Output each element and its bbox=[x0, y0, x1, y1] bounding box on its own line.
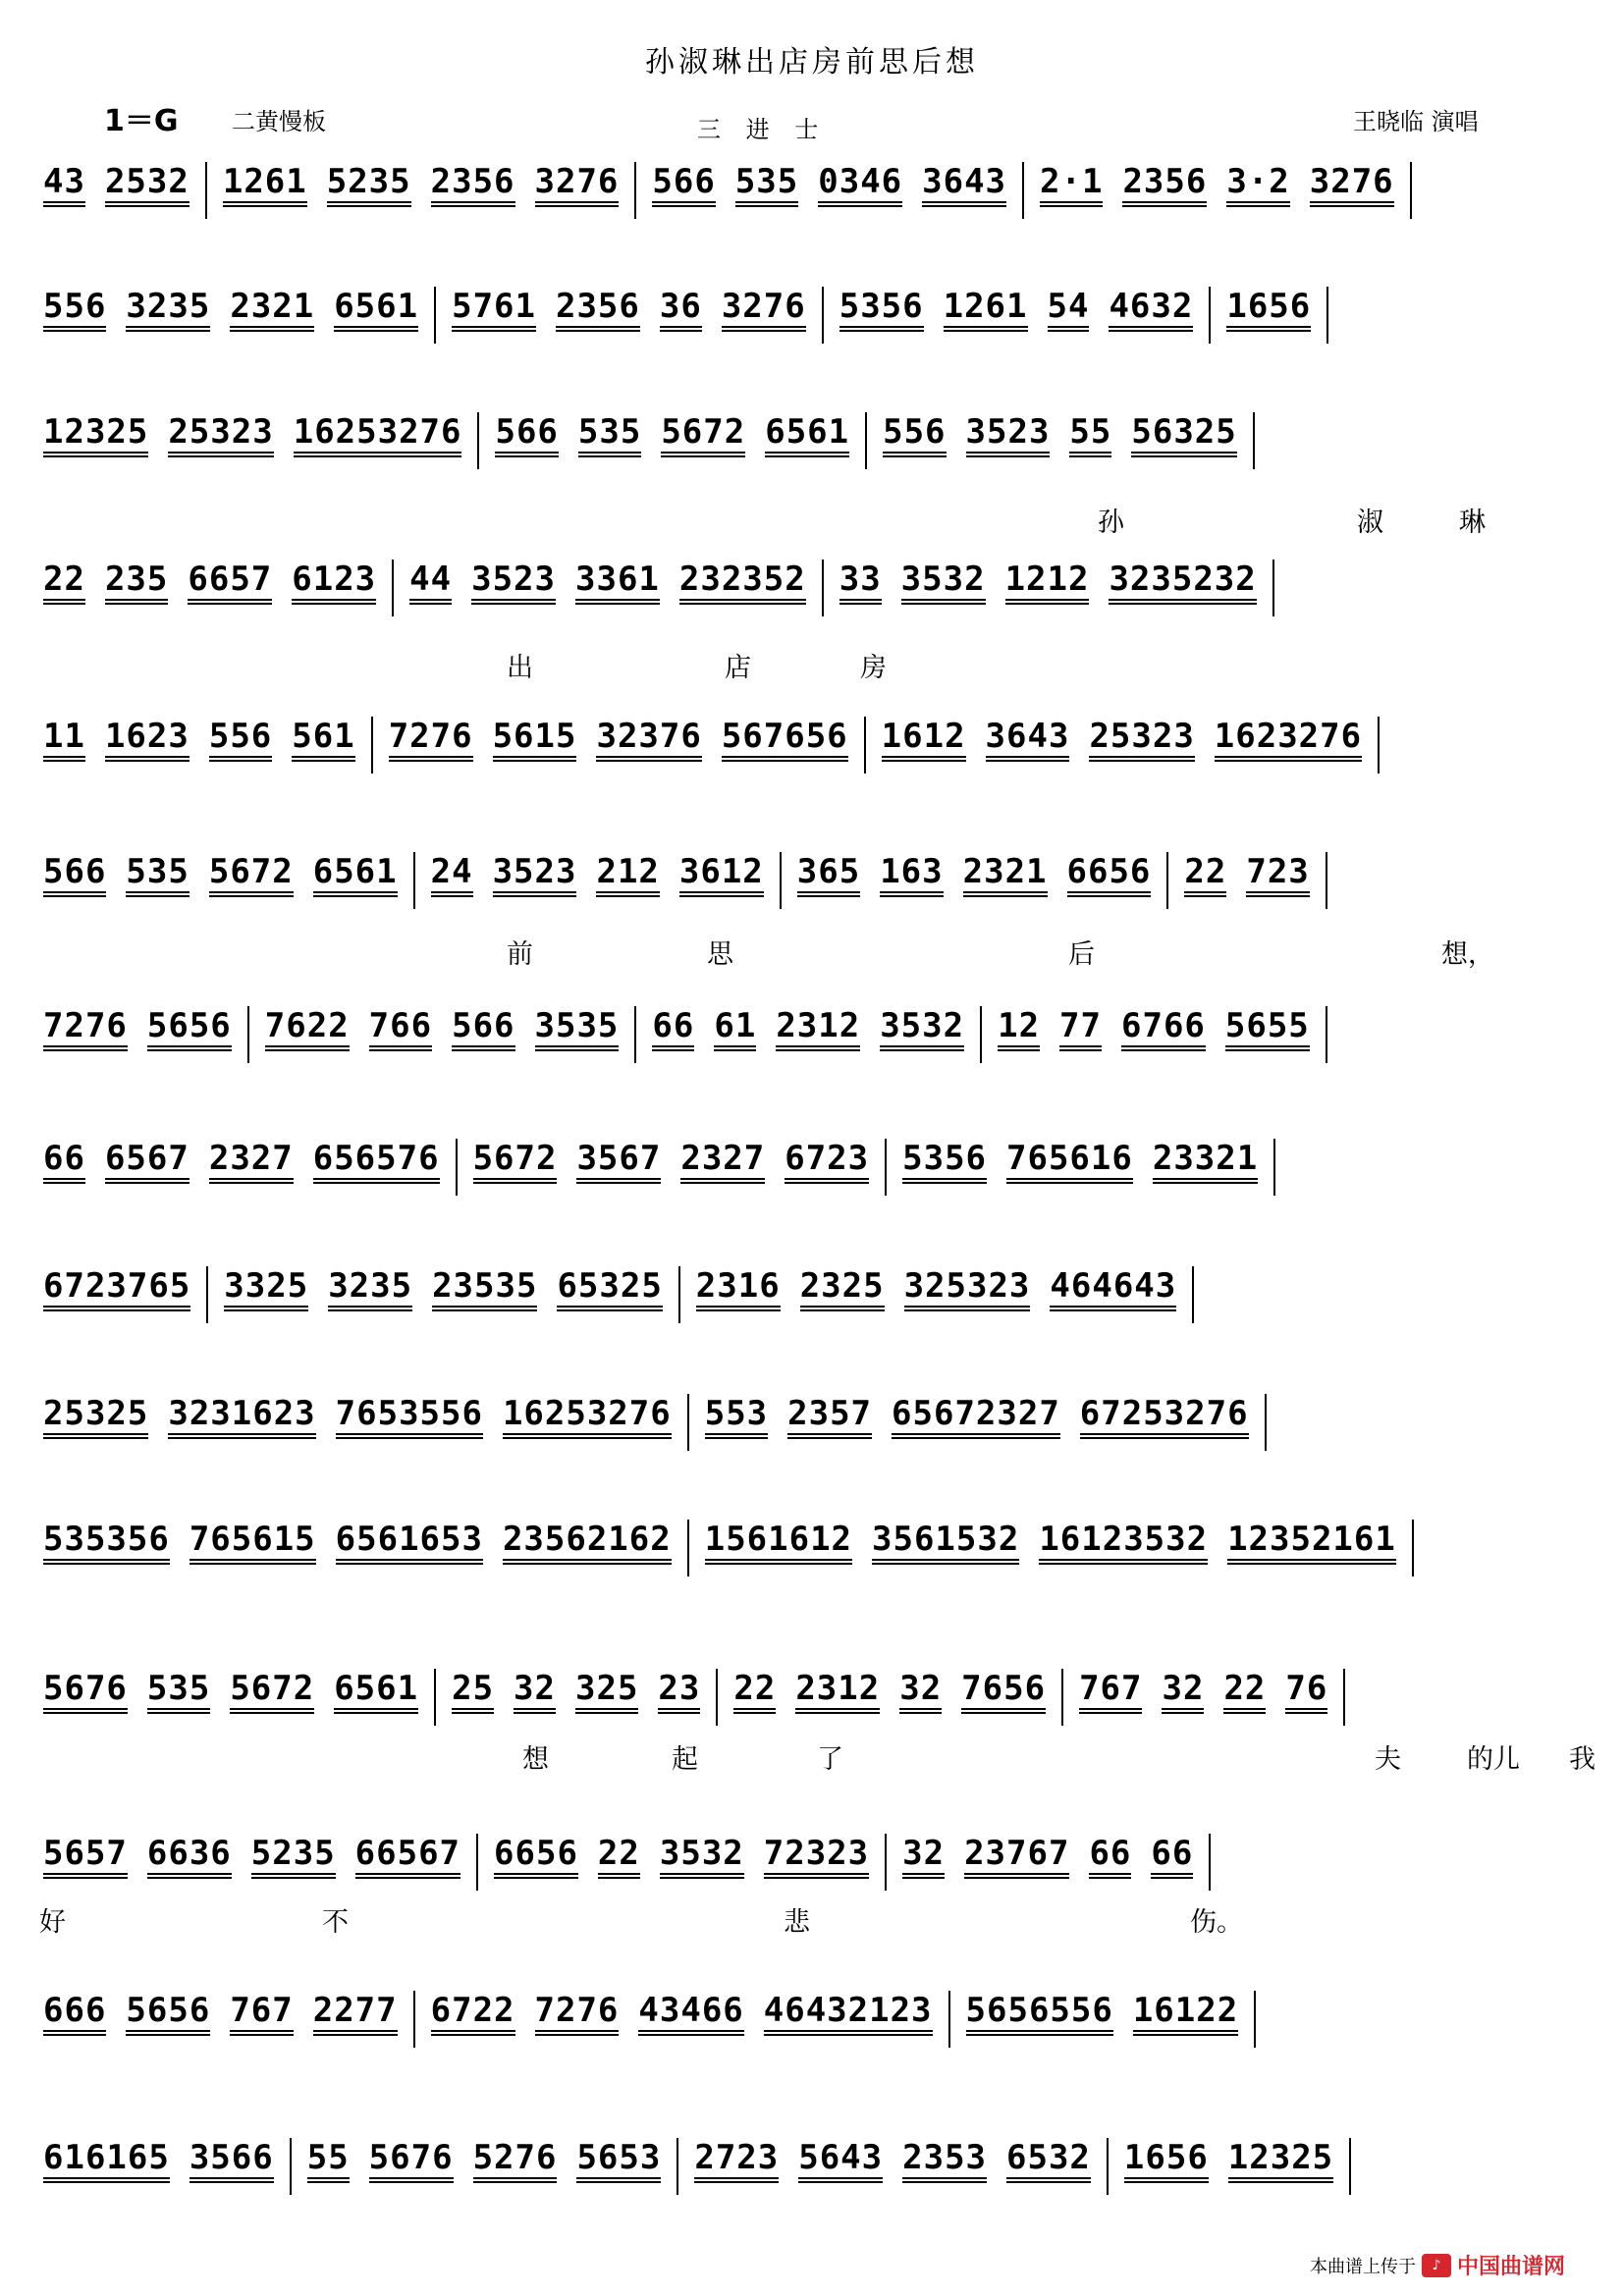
note-group: 6561 bbox=[334, 1669, 418, 1714]
notation-row bbox=[27, 1394, 1598, 1453]
mode-label: 二黄慢板 bbox=[232, 108, 326, 135]
note-group: 5672 bbox=[473, 1139, 558, 1184]
note-group: 3643 bbox=[922, 162, 1006, 207]
note-group: 32376 bbox=[596, 717, 701, 762]
note-group: 6656 bbox=[494, 1834, 578, 1879]
note-group: 61 bbox=[714, 1006, 756, 1051]
lyric-char: 想 bbox=[522, 1744, 549, 1775]
note-group: 0346 bbox=[818, 162, 902, 207]
note-group: 25 bbox=[452, 1669, 494, 1714]
lyric-char: 淑 bbox=[1357, 507, 1383, 538]
lyric-char: 出 bbox=[507, 653, 533, 683]
note-group: 566 bbox=[495, 412, 558, 457]
note-group: 5356 bbox=[839, 287, 924, 332]
measure bbox=[27, 1669, 436, 1726]
note-group: 12325 bbox=[43, 412, 148, 457]
note-group: 16122 bbox=[1133, 1991, 1238, 2036]
note-group: 6766 bbox=[1121, 1006, 1206, 1051]
note-group: 43 bbox=[43, 162, 85, 207]
note-group: 65672327 bbox=[892, 1394, 1060, 1439]
note-group: 25323 bbox=[1089, 717, 1194, 762]
note-group: 3276 bbox=[1310, 162, 1394, 207]
notation-row bbox=[27, 287, 1598, 346]
note-group: 7276 bbox=[389, 717, 473, 762]
notation-row bbox=[27, 1669, 1598, 1728]
note-group: 6723 bbox=[785, 1139, 869, 1184]
note-group: 66 bbox=[652, 1006, 694, 1051]
note-group: 3235 bbox=[328, 1266, 412, 1311]
note-group: 2277 bbox=[313, 1991, 398, 2036]
note-group: 7653556 bbox=[336, 1394, 483, 1439]
lyric-char: 前 bbox=[507, 939, 533, 970]
measure bbox=[982, 1006, 1327, 1063]
lyric-char: 好 bbox=[39, 1907, 66, 1938]
note-group: 2321 bbox=[230, 287, 314, 332]
note-group: 556 bbox=[883, 412, 946, 457]
note-group: 66567 bbox=[355, 1834, 460, 1879]
note-group: 2356 bbox=[556, 287, 640, 332]
note-group: 765615 bbox=[189, 1520, 316, 1565]
note-group: 325323 bbox=[904, 1266, 1031, 1311]
note-group: 767 bbox=[230, 1991, 293, 2036]
measure bbox=[27, 1991, 415, 2048]
note-group: 16253276 bbox=[503, 1394, 672, 1439]
note-group: 212 bbox=[596, 852, 659, 897]
note-group: 656576 bbox=[313, 1139, 440, 1184]
lyric-char: 店 bbox=[725, 653, 751, 683]
measure bbox=[27, 852, 415, 909]
note-group: 66 bbox=[43, 1139, 85, 1184]
lyric-char: 起 bbox=[672, 1744, 698, 1775]
note-group: 72323 bbox=[764, 1834, 869, 1879]
note-group: 1561612 bbox=[705, 1520, 852, 1565]
note-group: 3235232 bbox=[1109, 560, 1256, 605]
measure bbox=[27, 412, 479, 469]
note-group: 4632 bbox=[1109, 287, 1193, 332]
measure bbox=[1024, 162, 1412, 219]
measure bbox=[27, 717, 373, 774]
note-group: 7622 bbox=[265, 1006, 350, 1051]
note-group: 5676 bbox=[43, 1669, 128, 1714]
lyric-char: 悲 bbox=[784, 1907, 810, 1938]
note-group: 5657 bbox=[43, 1834, 128, 1879]
note-group: 5761 bbox=[452, 287, 536, 332]
note-group: 2316 bbox=[696, 1266, 781, 1311]
note-group: 6123 bbox=[292, 560, 376, 605]
measure bbox=[373, 717, 866, 774]
note-group: 6656 bbox=[1067, 852, 1152, 897]
note-group: 535 bbox=[126, 852, 189, 897]
note-group: 1656 bbox=[1124, 2138, 1209, 2183]
note-group: 22 bbox=[1223, 1669, 1266, 1714]
note-group: 7276 bbox=[43, 1006, 128, 1051]
note-group: 66 bbox=[1151, 1834, 1193, 1879]
note-group: 5643 bbox=[798, 2138, 883, 2183]
measure bbox=[950, 1991, 1257, 2048]
notation-row bbox=[27, 852, 1598, 911]
measure bbox=[824, 287, 1212, 344]
note-group: 566 bbox=[652, 162, 715, 207]
measure bbox=[27, 1266, 208, 1323]
notation-row bbox=[27, 1520, 1598, 1578]
lyrics-line-4 bbox=[0, 1737, 1624, 1773]
note-group: 2723 bbox=[694, 2138, 779, 2183]
note-group: 6561 bbox=[765, 412, 849, 457]
lyrics-line-2 bbox=[0, 646, 1624, 681]
lyric-char: 伤。 bbox=[1190, 1907, 1243, 1938]
note-group: 2312 bbox=[776, 1006, 860, 1051]
note-group: 6561653 bbox=[336, 1520, 483, 1565]
note-group: 5655 bbox=[1225, 1006, 1310, 1051]
note-group: 3523 bbox=[493, 852, 577, 897]
site-logo-icon: ♪ bbox=[1422, 2254, 1451, 2277]
note-group: 54 bbox=[1048, 287, 1090, 332]
measure bbox=[436, 1669, 718, 1726]
note-group: 32 bbox=[514, 1669, 556, 1714]
notation-row bbox=[27, 1991, 1598, 2050]
note-group: 232352 bbox=[679, 560, 806, 605]
measure bbox=[27, 287, 436, 344]
note-group: 464643 bbox=[1050, 1266, 1176, 1311]
measure bbox=[394, 560, 824, 616]
note-group: 33 bbox=[839, 560, 882, 605]
note-group: 22 bbox=[43, 560, 85, 605]
notation-row bbox=[27, 1266, 1598, 1325]
note-group: 1261 bbox=[944, 287, 1028, 332]
lyrics-line-1 bbox=[0, 501, 1624, 536]
note-group: 67253276 bbox=[1080, 1394, 1249, 1439]
measure bbox=[27, 162, 207, 219]
note-group: 561 bbox=[292, 717, 354, 762]
performer-credit: 王晓临 演唱 bbox=[1353, 108, 1479, 135]
measure bbox=[27, 1006, 249, 1063]
note-group: 5653 bbox=[576, 2138, 661, 2183]
note-group: 5276 bbox=[473, 2138, 558, 2183]
lyric-char: 思 bbox=[707, 939, 733, 970]
measure bbox=[27, 1834, 478, 1891]
note-group: 556 bbox=[209, 717, 272, 762]
lyrics-line-5 bbox=[0, 1900, 1624, 1936]
note-group: 3643 bbox=[986, 717, 1070, 762]
measure bbox=[689, 1520, 1414, 1576]
note-group: 22 bbox=[1184, 852, 1226, 897]
notation-row bbox=[27, 1834, 1598, 1893]
measure bbox=[436, 287, 824, 344]
note-group: 1623276 bbox=[1215, 717, 1362, 762]
note-group: 1612 bbox=[882, 717, 966, 762]
note-group: 3361 bbox=[575, 560, 660, 605]
note-group: 535 bbox=[147, 1669, 210, 1714]
lyric-char: 想， bbox=[1441, 939, 1494, 970]
lyric-char: 房 bbox=[860, 653, 887, 683]
note-group: 2353 bbox=[902, 2138, 987, 2183]
note-group: 2532 bbox=[105, 162, 189, 207]
measure bbox=[689, 1394, 1267, 1451]
notation-row bbox=[27, 1139, 1598, 1198]
note-group: 3276 bbox=[535, 162, 620, 207]
note-group: 2357 bbox=[787, 1394, 872, 1439]
measure bbox=[27, 1394, 689, 1451]
measure bbox=[27, 1139, 458, 1196]
note-group: 16123532 bbox=[1039, 1520, 1208, 1565]
opera-title: 三 进 士 bbox=[697, 116, 821, 143]
note-group: 25325 bbox=[43, 1394, 148, 1439]
note-group: 6636 bbox=[147, 1834, 232, 1879]
note-group: 666 bbox=[43, 1991, 106, 2036]
note-group: 3·2 bbox=[1226, 162, 1289, 207]
measure bbox=[27, 560, 394, 616]
measure bbox=[1109, 2138, 1351, 2195]
measure bbox=[1168, 852, 1326, 909]
measure bbox=[27, 2138, 292, 2195]
note-group: 6722 bbox=[431, 1991, 515, 2036]
note-group: 77 bbox=[1059, 1006, 1102, 1051]
note-group: 6657 bbox=[188, 560, 272, 605]
measure bbox=[478, 1834, 887, 1891]
measure bbox=[207, 162, 637, 219]
measure bbox=[680, 1266, 1194, 1323]
note-group: 365 bbox=[797, 852, 860, 897]
note-group: 535 bbox=[735, 162, 798, 207]
note-group: 1261 bbox=[223, 162, 307, 207]
measure bbox=[27, 1520, 689, 1576]
notation-row bbox=[27, 162, 1598, 221]
note-group: 5672 bbox=[230, 1669, 314, 1714]
notation-row bbox=[27, 1006, 1598, 1065]
note-group: 5672 bbox=[209, 852, 294, 897]
note-group: 5615 bbox=[493, 717, 577, 762]
note-group: 44 bbox=[409, 560, 452, 605]
lyric-char: 琳 bbox=[1459, 507, 1486, 538]
measure bbox=[292, 2138, 679, 2195]
note-group: 2327 bbox=[680, 1139, 765, 1184]
note-group: 12 bbox=[998, 1006, 1040, 1051]
note-group: 23767 bbox=[964, 1834, 1069, 1879]
note-group: 32 bbox=[902, 1834, 945, 1879]
note-group: 3535 bbox=[535, 1006, 620, 1051]
lyric-char: 不 bbox=[322, 1907, 349, 1938]
note-group: 11 bbox=[43, 717, 85, 762]
note-group: 765616 bbox=[1006, 1139, 1133, 1184]
note-group: 7276 bbox=[535, 1991, 620, 2036]
measure bbox=[479, 412, 867, 469]
upload-text: 本曲谱上传于 bbox=[1310, 2256, 1416, 2277]
note-group: 6532 bbox=[1006, 2138, 1091, 2183]
measure bbox=[867, 412, 1255, 469]
note-group: 32 bbox=[899, 1669, 942, 1714]
measure bbox=[1211, 287, 1328, 344]
note-group: 2356 bbox=[1122, 162, 1207, 207]
note-group: 1623 bbox=[105, 717, 189, 762]
note-group: 767 bbox=[1079, 1669, 1142, 1714]
measure bbox=[208, 1266, 680, 1323]
note-group: 43466 bbox=[638, 1991, 743, 2036]
note-group: 2321 bbox=[963, 852, 1048, 897]
note-group: 23535 bbox=[432, 1266, 537, 1311]
lyric-char: 我 bbox=[1569, 1744, 1596, 1775]
note-group: 553 bbox=[705, 1394, 768, 1439]
note-group: 535356 bbox=[43, 1520, 170, 1565]
note-group: 567656 bbox=[722, 717, 848, 762]
note-group: 3567 bbox=[576, 1139, 661, 1184]
lyric-char: 夫 bbox=[1375, 1744, 1401, 1775]
measure bbox=[249, 1006, 637, 1063]
note-group: 1656 bbox=[1226, 287, 1311, 332]
upload-credit bbox=[1310, 2250, 1565, 2280]
note-group: 23321 bbox=[1153, 1139, 1258, 1184]
note-group: 5672 bbox=[661, 412, 745, 457]
note-group: 3231623 bbox=[168, 1394, 315, 1439]
note-group: 766 bbox=[369, 1006, 432, 1051]
note-group: 6561 bbox=[334, 287, 418, 332]
measure bbox=[718, 1669, 1063, 1726]
note-group: 2356 bbox=[431, 162, 515, 207]
measure bbox=[1063, 1669, 1345, 1726]
note-group: 5656556 bbox=[966, 1991, 1113, 2036]
note-group: 3325 bbox=[224, 1266, 308, 1311]
note-group: 566 bbox=[43, 852, 106, 897]
note-group: 723 bbox=[1246, 852, 1309, 897]
note-group: 3561532 bbox=[872, 1520, 1019, 1565]
note-group: 56325 bbox=[1131, 412, 1236, 457]
note-group: 7656 bbox=[961, 1669, 1046, 1714]
note-group: 23562162 bbox=[503, 1520, 672, 1565]
note-group: 3532 bbox=[901, 560, 986, 605]
note-group: 566 bbox=[452, 1006, 514, 1051]
note-group: 6561 bbox=[313, 852, 398, 897]
note-group: 3566 bbox=[189, 2138, 274, 2183]
measure bbox=[415, 1991, 950, 2048]
note-group: 556 bbox=[43, 287, 106, 332]
lyric-char: 的儿 bbox=[1467, 1744, 1520, 1775]
measure bbox=[824, 560, 1274, 616]
lyric-char: 了 bbox=[817, 1744, 843, 1775]
note-group: 5656 bbox=[126, 1991, 210, 2036]
key-signature: 1＝G bbox=[104, 104, 179, 138]
note-group: 36 bbox=[660, 287, 702, 332]
measure bbox=[887, 1834, 1211, 1891]
note-group: 2327 bbox=[209, 1139, 294, 1184]
lyric-char: 孙 bbox=[1098, 507, 1124, 538]
note-group: 325 bbox=[575, 1669, 638, 1714]
note-group: 24 bbox=[431, 852, 473, 897]
notation-row bbox=[27, 717, 1598, 775]
measure bbox=[636, 162, 1024, 219]
measure bbox=[866, 717, 1380, 774]
note-group: 3532 bbox=[880, 1006, 964, 1051]
note-group: 2312 bbox=[795, 1669, 880, 1714]
note-group: 5676 bbox=[369, 2138, 454, 2183]
note-group: 5235 bbox=[251, 1834, 336, 1879]
site-name: 中国曲谱网 bbox=[1457, 2255, 1566, 2279]
measure bbox=[678, 2138, 1109, 2195]
measure bbox=[415, 852, 782, 909]
notation-row bbox=[27, 560, 1598, 618]
measure bbox=[458, 1139, 888, 1196]
note-group: 3523 bbox=[966, 412, 1051, 457]
note-group: 616165 bbox=[43, 2138, 170, 2183]
note-group: 25323 bbox=[168, 412, 273, 457]
note-group: 6567 bbox=[105, 1139, 189, 1184]
note-group: 3523 bbox=[471, 560, 556, 605]
lyrics-line-3 bbox=[0, 933, 1624, 968]
note-group: 1212 bbox=[1005, 560, 1090, 605]
note-group: 5656 bbox=[147, 1006, 232, 1051]
note-group: 55 bbox=[307, 2138, 350, 2183]
measure bbox=[782, 852, 1169, 909]
note-group: 65325 bbox=[557, 1266, 662, 1311]
note-group: 535 bbox=[578, 412, 641, 457]
note-group: 46432123 bbox=[764, 1991, 933, 2036]
notation-row bbox=[27, 2138, 1598, 2197]
measure bbox=[636, 1006, 982, 1063]
note-group: 16253276 bbox=[294, 412, 462, 457]
note-group: 12352161 bbox=[1227, 1520, 1396, 1565]
note-group: 22 bbox=[733, 1669, 776, 1714]
note-group: 22 bbox=[598, 1834, 640, 1879]
note-group: 76 bbox=[1285, 1669, 1327, 1714]
note-group: 5356 bbox=[902, 1139, 987, 1184]
note-group: 3612 bbox=[679, 852, 764, 897]
lyric-char: 后 bbox=[1068, 939, 1095, 970]
note-group: 3532 bbox=[660, 1834, 744, 1879]
note-group: 6723765 bbox=[43, 1266, 190, 1311]
note-group: 235 bbox=[105, 560, 168, 605]
song-title: 孙淑琳出店房前思后想 bbox=[645, 45, 979, 80]
note-group: 2·1 bbox=[1040, 162, 1103, 207]
note-group: 55 bbox=[1069, 412, 1111, 457]
note-group: 2325 bbox=[800, 1266, 885, 1311]
measure bbox=[887, 1139, 1275, 1196]
note-group: 5235 bbox=[327, 162, 411, 207]
note-group: 3235 bbox=[126, 287, 210, 332]
note-group: 32 bbox=[1162, 1669, 1204, 1714]
note-group: 3276 bbox=[722, 287, 806, 332]
note-group: 23 bbox=[658, 1669, 700, 1714]
notation-row bbox=[27, 412, 1598, 471]
note-group: 66 bbox=[1089, 1834, 1131, 1879]
note-group: 12325 bbox=[1228, 2138, 1333, 2183]
note-group: 163 bbox=[880, 852, 943, 897]
